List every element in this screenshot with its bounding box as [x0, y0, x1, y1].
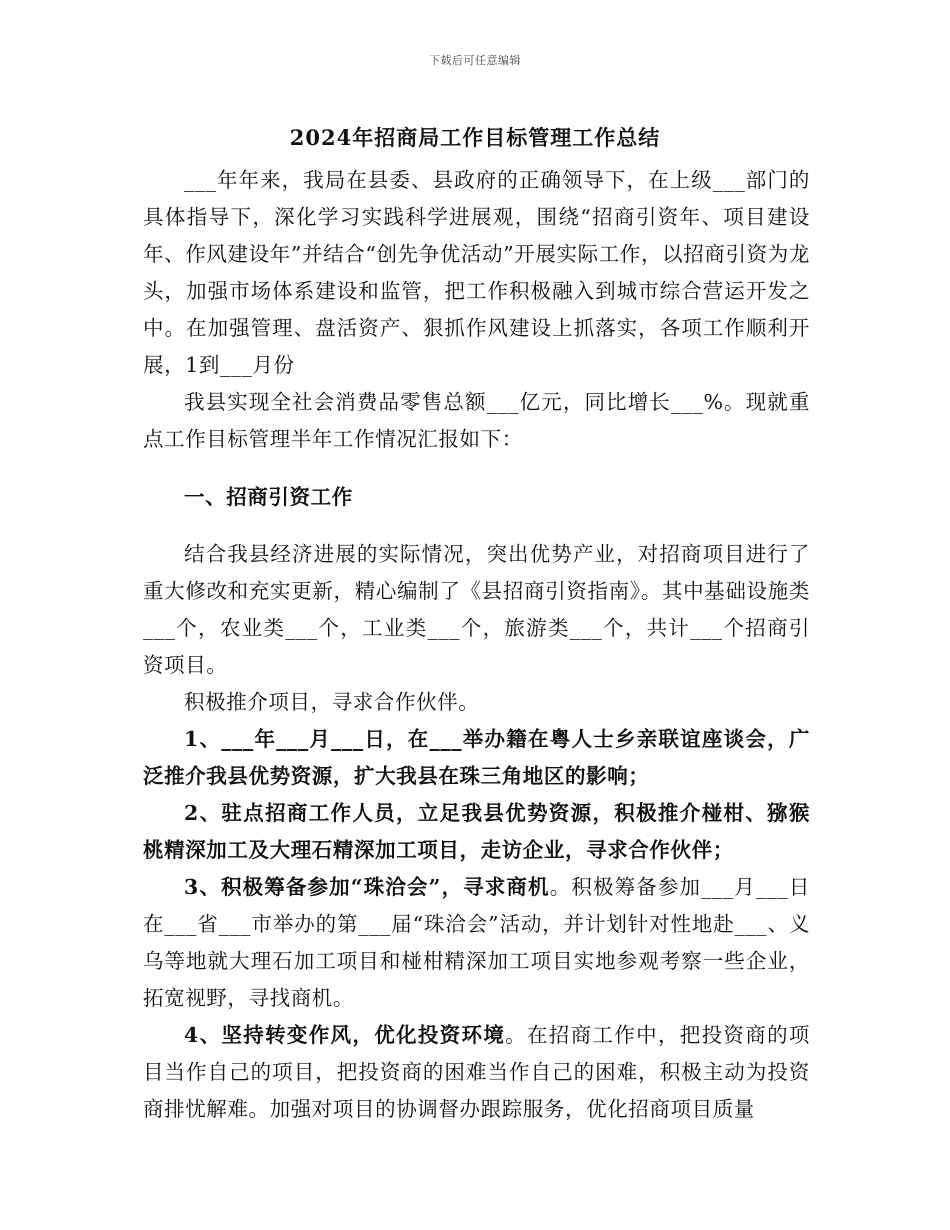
- page-header: 下载后可任意编辑: [429, 54, 521, 67]
- section-heading-investment: 一、招商引资工作: [184, 484, 353, 509]
- item-4-lead: 4、坚持转变作风，优化投资环境: [184, 1023, 506, 1047]
- paragraph-item-1: 1、___年___月___日，在___举办籍在粤人士乡亲联谊座谈会，广泛推介我县优势资源，扩大我县在珠三角地区的影响；: [143, 727, 810, 788]
- item-4-body: 。在招商工作中，把投资商的项目当作自己的项目，把投资商的困难当作自己的困难，积极主动为投资商排忧解难。加强对项目的协调督办跟踪服务，优化招商项目质量: [143, 1023, 810, 1121]
- paragraph-project-guide: 结合我县经济进展的实际情况，突出优势产业，对招商项目进行了重大修改和充实更新，精心编制了《县招商引资指南》。其中基础设施类___个，农业类___个，工业类___个，旅游类___个，共计___个招商引资项目。: [143, 542, 810, 677]
- document-body: [143, 162, 810, 1128]
- paragraph-item-2: 2、驻点招商工作人员，立足我县优势资源，积极推介椪柑、猕猴桃精深加工及大理石精深加工项目，走访企业，寻求合作伙伴；: [143, 801, 810, 862]
- document-title: 2024年招商局工作目标管理工作总结: [289, 125, 661, 150]
- paragraph-intro: ___年年来，我局在县委、县政府的正确领导下，在上级___部门的具体指导下，深化学习实践科学进展观，围绕“招商引资年、项目建设年、作风建设年”并结合“创先争优活动”开展实际工作，以招商引资为龙头，加强市场体系建设和监管，把工作积极融入到城市综合营运开发之中。在加强管理、盘活资产、狠抓作风建设上抓落实，各项工作顺利开展，1到___月份: [143, 168, 810, 377]
- item-3-lead: 3、积极筹备参加“珠洽会”，寻求商机: [184, 875, 550, 899]
- paragraph-item-3: [143, 869, 810, 1017]
- paragraph-summary: 我县实现全社会消费品零售总额___亿元，同比增长___%。现就重点工作目标管理半年工作情况汇报如下：: [143, 390, 810, 451]
- item-3-body: 。积极筹备参加___月___日在___省___市举办的第___届“珠洽会”活动，并计划针对性地赴___、义乌等地就大理石加工项目和椪柑精深加工项目实地参观考察一些企业，拓宽视野，寻找商机。: [143, 875, 811, 1010]
- paragraph-promotion: 积极推介项目，寻求合作伙伴。: [184, 690, 480, 714]
- paragraph-item-4: [143, 1017, 810, 1128]
